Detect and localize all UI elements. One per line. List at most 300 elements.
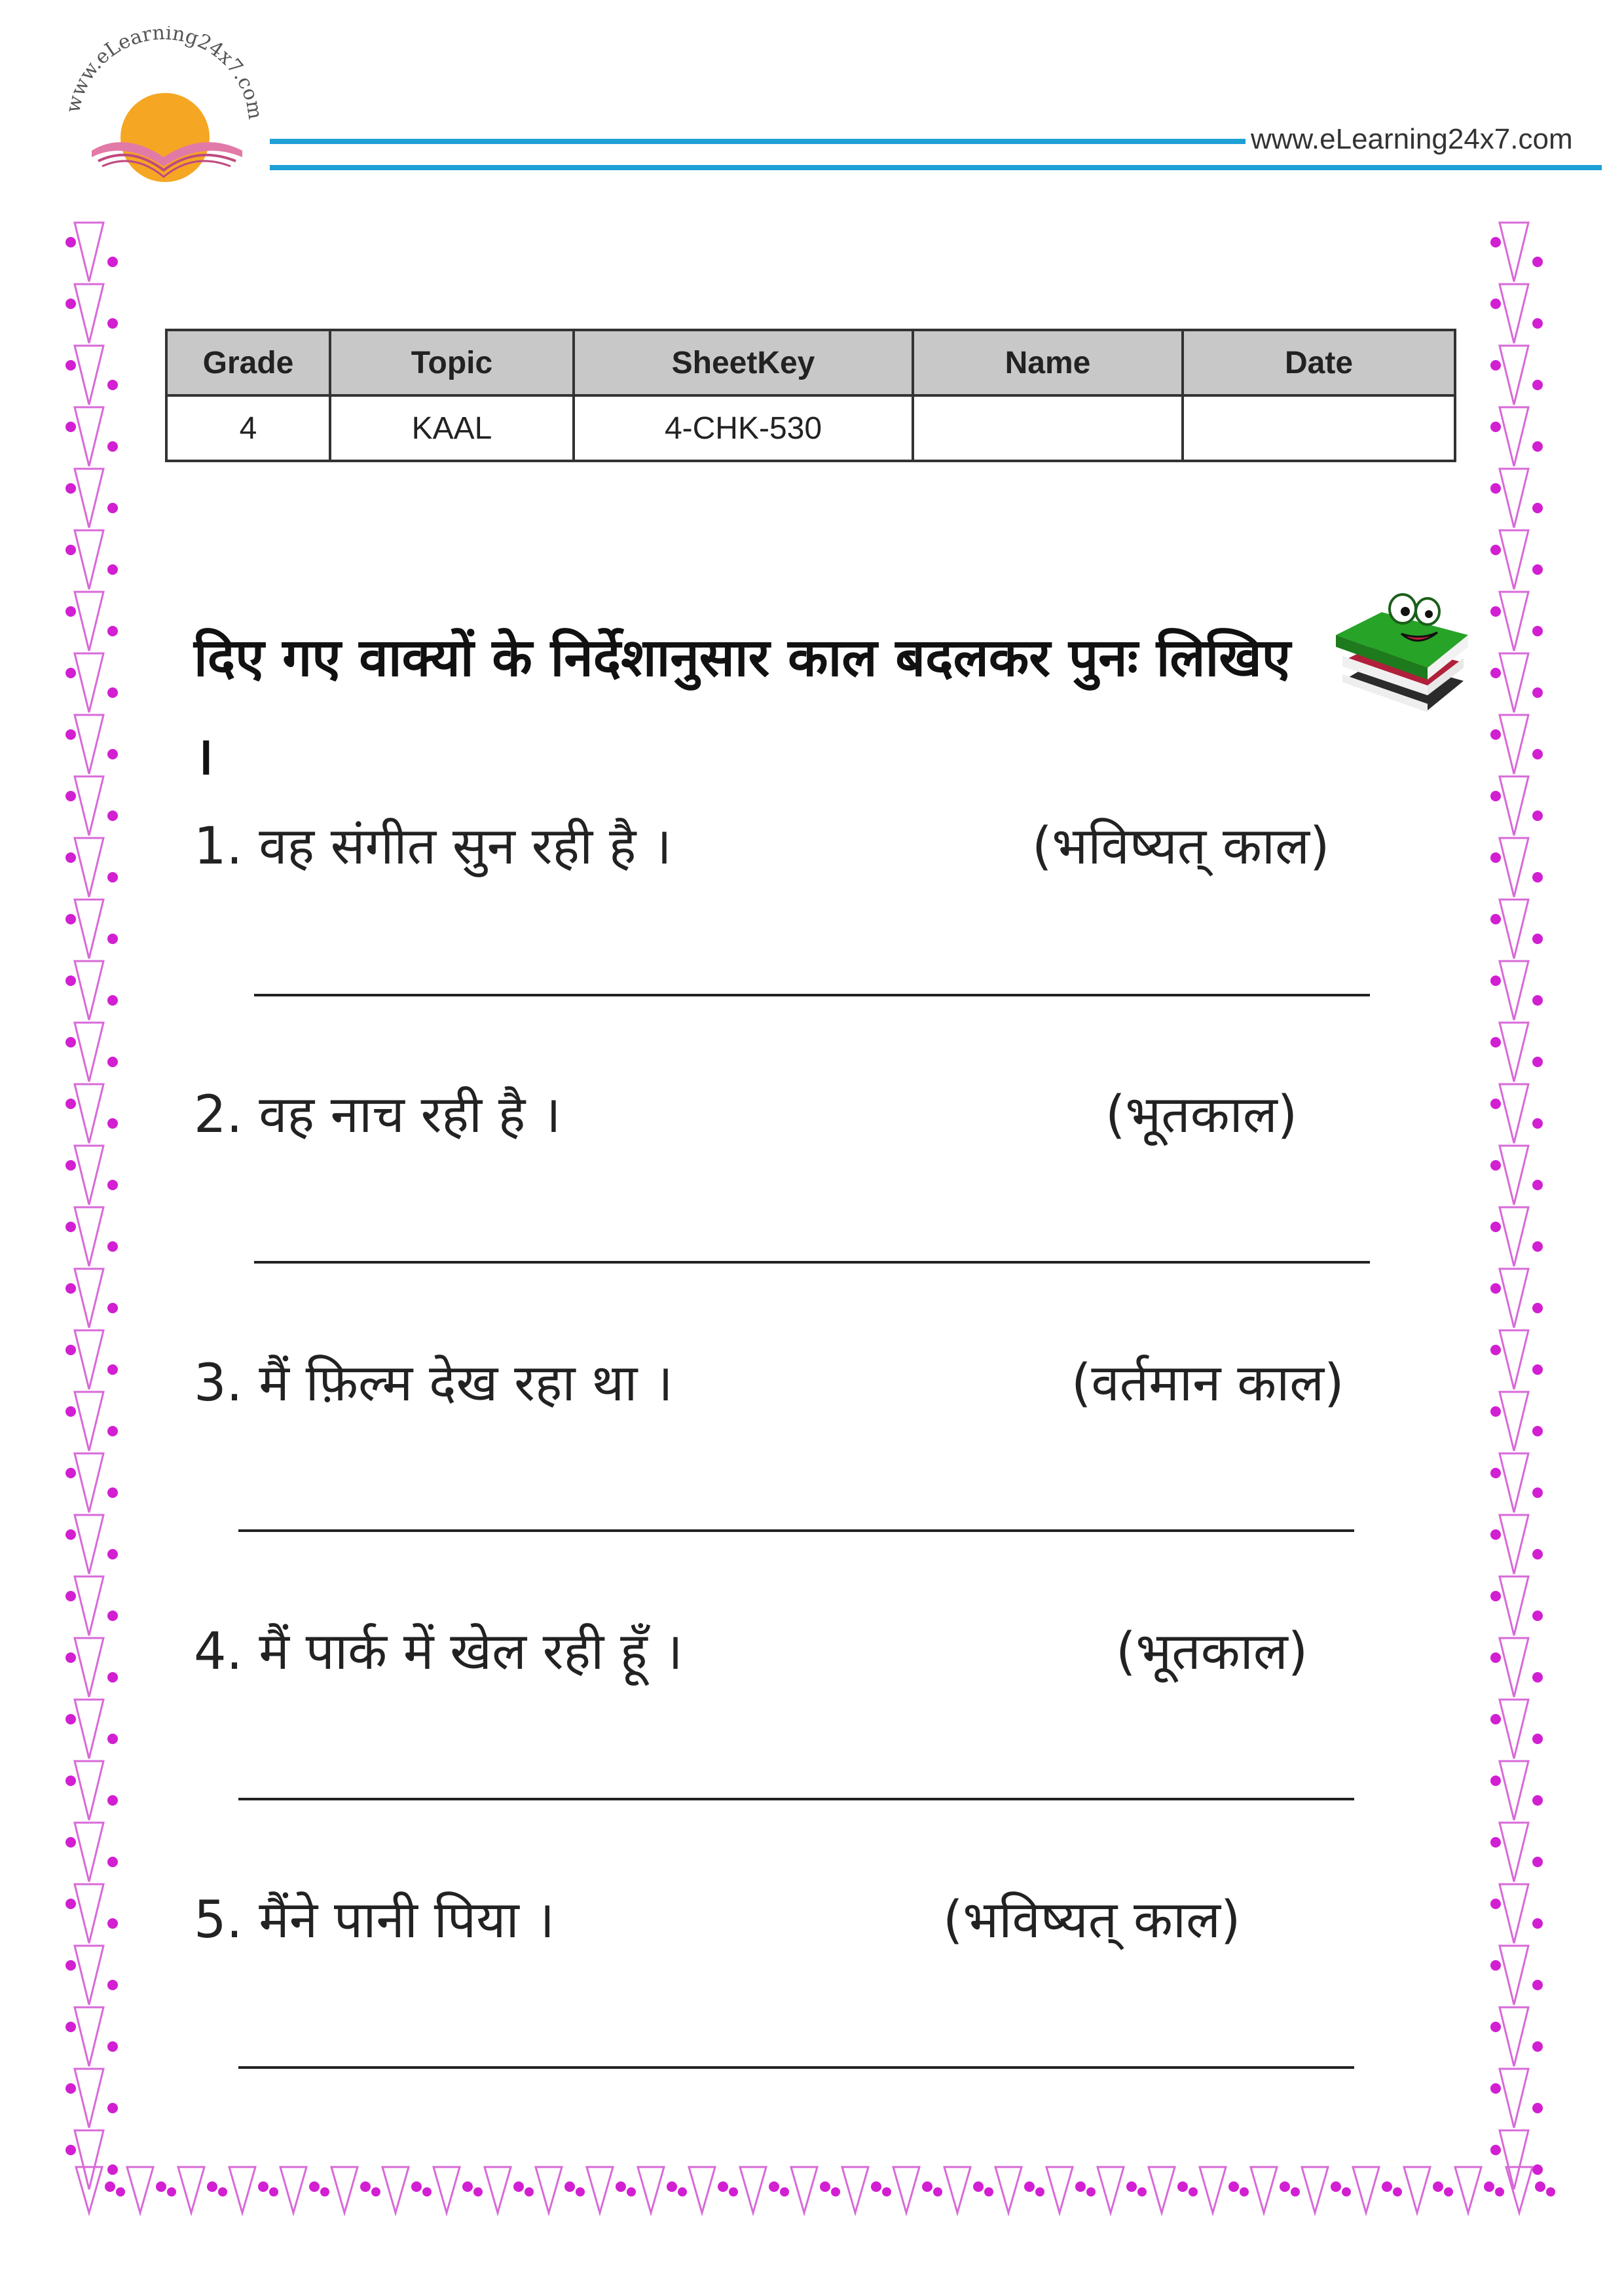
border-dot: [627, 2187, 636, 2196]
border-dot: [65, 1406, 76, 1417]
border-dot: [65, 1283, 76, 1294]
border-triangle: [75, 1146, 103, 1205]
border-dot: [678, 2187, 687, 2196]
border-dot: [973, 2181, 984, 2192]
border-triangle: [331, 2167, 358, 2213]
border-dot: [1490, 2145, 1501, 2155]
decorative-border-left: [63, 216, 128, 2219]
border-dot: [65, 1714, 76, 1724]
border-dot: [1433, 2181, 1443, 2192]
decorative-border-bottom: [63, 2160, 1569, 2219]
border-triangle: [1500, 469, 1528, 528]
border-dot: [1490, 791, 1501, 801]
border-dot: [1490, 606, 1501, 617]
border-dot: [1532, 1611, 1543, 1621]
border-dot: [1490, 1283, 1501, 1294]
border-triangle: [1500, 1638, 1528, 1697]
border-dot: [65, 483, 76, 494]
border-dot: [116, 2187, 125, 2196]
border-dot: [65, 914, 76, 924]
border-dot: [65, 1099, 76, 1109]
border-triangle: [893, 2167, 919, 2213]
border-dot: [1490, 483, 1501, 494]
border-triangle: [1500, 1946, 1528, 2005]
border-dot: [65, 299, 76, 309]
border-dot: [1532, 934, 1543, 944]
border-dot: [107, 1795, 118, 1806]
border-dot: [65, 2145, 76, 2155]
name-header: Name: [913, 330, 1183, 395]
border-triangle: [178, 2167, 204, 2213]
border-dot: [105, 2181, 115, 2192]
border-dot: [107, 1057, 118, 1067]
header-divider-line: [270, 139, 1246, 144]
border-triangle: [944, 2167, 970, 2213]
border-triangle: [1500, 715, 1528, 774]
border-dot: [1189, 2187, 1198, 2196]
border-triangle: [1200, 2167, 1226, 2213]
grade-value: 4: [166, 395, 330, 461]
instruction-heading: दिए गए वाक्यों के निर्देशानुसार काल बदलकर पुनः लिखिए ।: [194, 627, 1291, 786]
question-1-text: 1. वह संगीत सुन रही है ।: [194, 817, 672, 876]
border-dot: [718, 2181, 728, 2192]
border-dot: [1484, 2181, 1494, 2192]
border-dot: [1532, 564, 1543, 575]
border-triangle: [75, 346, 103, 405]
question-2-tense: (भूतकाल): [1105, 1085, 1298, 1144]
border-triangle: [740, 2167, 766, 2213]
border-dot: [1490, 237, 1501, 247]
border-dot: [1331, 2181, 1341, 2192]
border-dot: [780, 2187, 789, 2196]
border-dot: [1490, 1776, 1501, 1786]
border-dot: [107, 934, 118, 944]
border-triangle: [1046, 2167, 1073, 2213]
border-dot: [107, 872, 118, 883]
border-triangle: [75, 2007, 103, 2066]
border-dot: [107, 564, 118, 575]
border-dot: [616, 2181, 626, 2192]
border-triangle: [1302, 2167, 1328, 2213]
border-dot: [831, 2187, 840, 2196]
question-1-tense: (भविष्यत् काल): [1032, 817, 1330, 876]
border-dot: [65, 237, 76, 247]
border-triangle: [75, 407, 103, 466]
border-dot: [1024, 2181, 1035, 2192]
border-dot: [65, 1899, 76, 1909]
border-dot: [1495, 2187, 1504, 2196]
border-triangle: [1251, 2167, 1277, 2213]
border-dot: [107, 811, 118, 821]
border-triangle: [229, 2167, 255, 2213]
border-triangle: [1500, 776, 1528, 835]
border-triangle: [75, 469, 103, 528]
border-dot: [107, 1672, 118, 1683]
border-dot: [1532, 626, 1543, 636]
border-triangle: [75, 1638, 103, 1697]
border-dot: [1490, 852, 1501, 863]
border-dot: [1382, 2181, 1392, 2192]
border-dot: [1490, 2083, 1501, 2094]
border-dot: [65, 1652, 76, 1663]
border-dot: [525, 2187, 534, 2196]
answer-line-4[interactable]: [238, 1798, 1354, 1800]
border-dot: [1240, 2187, 1249, 2196]
border-dot: [1532, 318, 1543, 329]
border-dot: [107, 1857, 118, 1867]
border-triangle: [1500, 1207, 1528, 1266]
border-dot: [65, 1222, 76, 1232]
border-dot: [65, 729, 76, 740]
border-dot: [1532, 1487, 1543, 1498]
border-triangle: [75, 961, 103, 1020]
border-dot: [462, 2181, 473, 2192]
border-dot: [107, 257, 118, 267]
question-4-text: 4. मैं पार्क में खेल रही हूँ ।: [194, 1622, 683, 1681]
border-dot: [1532, 995, 1543, 1006]
border-triangle: [1500, 961, 1528, 1020]
border-dot: [1532, 872, 1543, 883]
border-dot: [933, 2187, 942, 2196]
border-dot: [65, 1160, 76, 1171]
border-triangle: [1098, 2167, 1124, 2213]
border-dot: [1490, 668, 1501, 678]
border-dot: [1490, 1160, 1501, 1171]
border-dot: [1490, 1222, 1501, 1232]
border-dot: [1490, 729, 1501, 740]
elearning-logo-icon: [52, 26, 275, 196]
border-triangle: [1500, 900, 1528, 958]
border-triangle: [75, 530, 103, 589]
border-dot: [1137, 2187, 1147, 2196]
border-triangle: [1500, 1146, 1528, 1205]
topic-value: KAAL: [330, 395, 574, 461]
border-triangle: [75, 1330, 103, 1389]
answer-line-2[interactable]: [254, 1261, 1370, 1264]
question-4-tense: (भूतकाल): [1116, 1622, 1308, 1681]
logo-text: www.eLearning24x7.com: [62, 26, 267, 121]
border-triangle: [382, 2167, 409, 2213]
smiling-books-icon: [1329, 583, 1473, 720]
border-dot: [513, 2181, 524, 2192]
answer-line-5[interactable]: [238, 2066, 1354, 2069]
border-triangle: [689, 2167, 715, 2213]
border-dot: [1490, 360, 1501, 371]
border-triangle: [1500, 653, 1528, 712]
border-dot: [1490, 2022, 1501, 2032]
border-dot: [65, 545, 76, 555]
border-dot: [360, 2181, 371, 2192]
border-dot: [1532, 1180, 1543, 1190]
border-dot: [473, 2187, 483, 2196]
border-dot: [1490, 422, 1501, 432]
border-dot: [107, 995, 118, 1006]
border-dot: [65, 975, 76, 986]
border-dot: [1291, 2187, 1300, 2196]
border-triangle: [1500, 1761, 1528, 1820]
border-triangle: [1500, 1515, 1528, 1574]
border-triangle: [75, 1700, 103, 1758]
border-triangle: [75, 2069, 103, 2128]
border-dot: [1532, 441, 1543, 452]
answer-line-1[interactable]: [254, 994, 1370, 996]
border-triangle: [75, 776, 103, 835]
border-dot: [65, 606, 76, 617]
border-dot: [1532, 2041, 1543, 2052]
border-triangle: [434, 2167, 460, 2213]
border-dot: [1532, 749, 1543, 759]
border-triangle: [1500, 1084, 1528, 1143]
border-dot: [871, 2181, 881, 2192]
border-triangle: [1500, 1453, 1528, 1512]
border-dot: [65, 1960, 76, 1971]
border-triangle: [1404, 2167, 1430, 2213]
border-dot: [1490, 299, 1501, 309]
border-dot: [411, 2181, 422, 2192]
border-dot: [1228, 2181, 1239, 2192]
border-dot: [371, 2187, 380, 2196]
border-dot: [1532, 1303, 1543, 1313]
border-dot: [1490, 1468, 1501, 1478]
border-dot: [320, 2187, 329, 2196]
border-triangle: [1506, 2167, 1532, 2213]
border-dot: [107, 1118, 118, 1129]
border-dot: [1532, 687, 1543, 698]
border-triangle: [280, 2167, 306, 2213]
border-dot: [576, 2187, 585, 2196]
border-triangle: [1500, 1392, 1528, 1451]
answer-line-3[interactable]: [238, 1529, 1354, 1532]
border-dot: [107, 2103, 118, 2113]
topic-header: Topic: [330, 330, 574, 395]
date-header: Date: [1183, 330, 1455, 395]
border-dot: [107, 1364, 118, 1375]
border-triangle: [1500, 2007, 1528, 2066]
border-dot: [65, 2022, 76, 2032]
border-triangle: [1500, 1884, 1528, 1943]
border-dot: [667, 2181, 677, 2192]
border-dot: [922, 2181, 932, 2192]
border-dot: [65, 1591, 76, 1601]
border-dot: [564, 2181, 575, 2192]
border-dot: [1490, 1899, 1501, 1909]
table-header-row: [166, 330, 1455, 395]
sheetkey-value: 4-CHK-530: [574, 395, 913, 461]
border-dot: [309, 2181, 320, 2192]
border-triangle: [1500, 223, 1528, 282]
question-3-tense: (वर्तमान काल): [1071, 1354, 1344, 1413]
border-dot: [1532, 1426, 1543, 1436]
border-dot: [820, 2181, 830, 2192]
border-dot: [1490, 1652, 1501, 1663]
header-divider-line: [270, 165, 1602, 170]
border-triangle: [1500, 1269, 1528, 1328]
border-dot: [107, 2041, 118, 2052]
border-dot: [1126, 2181, 1137, 2192]
border-dot: [107, 1303, 118, 1313]
border-triangle: [842, 2167, 868, 2213]
border-dot: [218, 2187, 227, 2196]
border-triangle: [75, 1576, 103, 1635]
border-dot: [156, 2181, 166, 2192]
border-dot: [107, 441, 118, 452]
border-triangle: [76, 2167, 102, 2213]
border-triangle: [75, 1515, 103, 1574]
border-dot: [729, 2187, 738, 2196]
border-triangle: [75, 1453, 103, 1512]
border-dot: [1490, 1099, 1501, 1109]
border-dot: [1532, 1057, 1543, 1067]
border-triangle: [1500, 838, 1528, 897]
border-dot: [65, 360, 76, 371]
border-dot: [65, 1468, 76, 1478]
border-triangle: [75, 1269, 103, 1328]
border-dot: [107, 687, 118, 698]
border-dot: [107, 1241, 118, 1252]
border-triangle: [1149, 2167, 1175, 2213]
border-triangle: [75, 1023, 103, 1082]
border-triangle: [1500, 346, 1528, 405]
date-field[interactable]: [1183, 395, 1455, 461]
border-dot: [1490, 1037, 1501, 1048]
border-dot: [1490, 545, 1501, 555]
border-dot: [258, 2181, 268, 2192]
border-triangle: [75, 1084, 103, 1143]
border-triangle: [75, 1946, 103, 2005]
border-dot: [167, 2187, 176, 2196]
border-triangle: [75, 1761, 103, 1820]
border-triangle: [1500, 2069, 1528, 2128]
border-dot: [1532, 1980, 1543, 1990]
border-dot: [1035, 2187, 1044, 2196]
border-triangle: [75, 1884, 103, 1943]
border-dot: [1490, 1345, 1501, 1355]
border-dot: [1490, 1837, 1501, 1848]
border-triangle: [1500, 530, 1528, 589]
border-dot: [1532, 811, 1543, 821]
border-dot: [107, 1180, 118, 1190]
border-dot: [1490, 1714, 1501, 1724]
border-dot: [65, 791, 76, 801]
decorative-border-right: [1488, 216, 1553, 2219]
border-dot: [1532, 1549, 1543, 1559]
border-dot: [1342, 2187, 1351, 2196]
border-dot: [107, 503, 118, 513]
border-dot: [107, 626, 118, 636]
name-field[interactable]: [913, 395, 1183, 461]
border-dot: [107, 1549, 118, 1559]
border-dot: [65, 1837, 76, 1848]
border-dot: [65, 1037, 76, 1048]
border-dot: [65, 1345, 76, 1355]
question-3-text: 3. मैं फ़िल्म देख रहा था ।: [194, 1354, 673, 1413]
border-triangle: [1353, 2167, 1379, 2213]
border-triangle: [1500, 284, 1528, 343]
border-triangle: [75, 223, 103, 282]
border-triangle: [127, 2167, 153, 2213]
border-dot: [107, 1611, 118, 1621]
border-dot: [1532, 257, 1543, 267]
border-dot: [422, 2187, 432, 2196]
border-triangle: [75, 284, 103, 343]
border-triangle: [1500, 592, 1528, 651]
border-triangle: [638, 2167, 664, 2213]
border-dot: [1532, 503, 1543, 513]
border-triangle: [75, 1207, 103, 1266]
border-dot: [1532, 1672, 1543, 1683]
border-triangle: [75, 838, 103, 897]
border-triangle: [1455, 2167, 1481, 2213]
border-dot: [1177, 2181, 1188, 2192]
question-2-text: 2. वह नाच रही है ।: [194, 1085, 561, 1144]
border-triangle: [536, 2167, 562, 2213]
border-dot: [107, 318, 118, 329]
border-triangle: [75, 1392, 103, 1451]
border-triangle: [1500, 1700, 1528, 1758]
border-dot: [1490, 1406, 1501, 1417]
border-dot: [1532, 1118, 1543, 1129]
border-triangle: [1500, 1023, 1528, 1082]
border-dot: [1490, 1529, 1501, 1540]
border-triangle: [1500, 1576, 1528, 1635]
border-dot: [269, 2187, 278, 2196]
border-dot: [1490, 975, 1501, 986]
border-dot: [65, 1529, 76, 1540]
border-triangle: [995, 2167, 1022, 2213]
border-dot: [1490, 1960, 1501, 1971]
border-dot: [65, 422, 76, 432]
border-dot: [1532, 1857, 1543, 1867]
border-dot: [65, 852, 76, 863]
question-5-text: 5. मैंने पानी पिया ।: [194, 1891, 555, 1950]
worksheet-info-table: [165, 329, 1456, 462]
border-dot: [1532, 1364, 1543, 1375]
border-dot: [207, 2181, 217, 2192]
border-dot: [1444, 2187, 1453, 2196]
border-triangle: [587, 2167, 613, 2213]
site-url: www.eLearning24x7.com: [1251, 123, 1573, 155]
border-dot: [882, 2187, 891, 2196]
border-dot: [984, 2187, 993, 2196]
border-dot: [1532, 1241, 1543, 1252]
border-triangle: [485, 2167, 511, 2213]
border-triangle: [1500, 407, 1528, 466]
border-dot: [1532, 380, 1543, 390]
border-dot: [1532, 2103, 1543, 2113]
border-dot: [769, 2181, 779, 2192]
border-dot: [107, 1734, 118, 1744]
border-dot: [1532, 1795, 1543, 1806]
border-dot: [107, 749, 118, 759]
border-dot: [1490, 1591, 1501, 1601]
border-dot: [1280, 2181, 1290, 2192]
border-triangle: [1500, 1330, 1528, 1389]
border-dot: [1086, 2187, 1096, 2196]
border-triangle: [791, 2167, 817, 2213]
border-triangle: [75, 1823, 103, 1882]
border-dot: [1490, 914, 1501, 924]
border-dot: [107, 1487, 118, 1498]
border-dot: [107, 1980, 118, 1990]
grade-header: Grade: [166, 330, 330, 395]
border-dot: [65, 668, 76, 678]
border-triangle: [75, 900, 103, 958]
border-dot: [65, 1776, 76, 1786]
border-triangle: [1500, 1823, 1528, 1882]
border-dot: [1535, 2181, 1545, 2192]
border-dot: [107, 1918, 118, 1929]
border-triangle: [75, 653, 103, 712]
